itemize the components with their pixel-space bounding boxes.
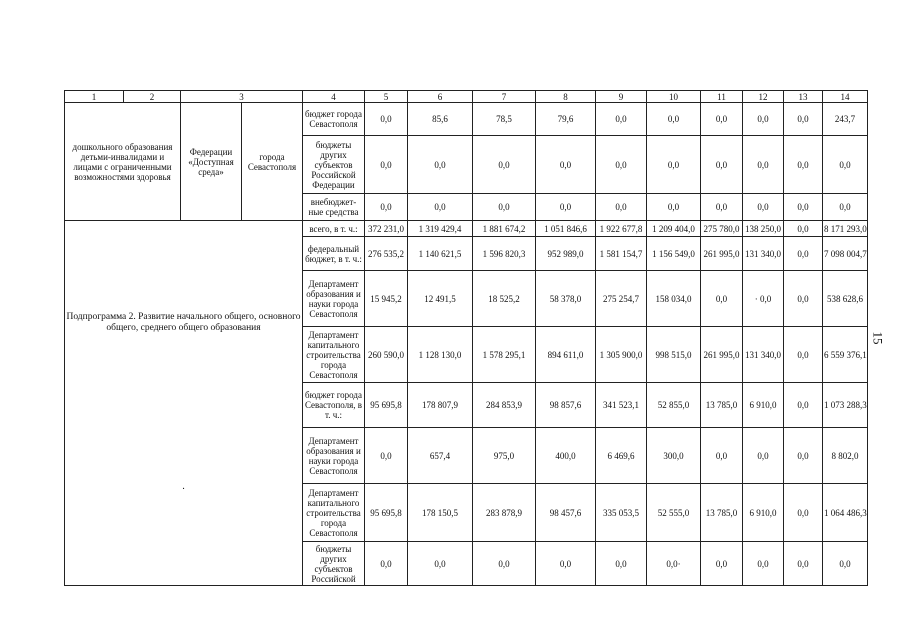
header-cell: 7 (473, 91, 536, 103)
value-cell: 6 469,6 (596, 428, 647, 484)
value-cell: 0,0 (365, 542, 408, 586)
value-cell: 276 535,2 (365, 237, 408, 271)
value-cell: 0,0 (365, 428, 408, 484)
region-cell: города Севастополя (242, 103, 303, 221)
header-cell: 5 (365, 91, 408, 103)
header-cell: 14 (823, 91, 868, 103)
funding-source-cell: Департамент образования и науки города Севастополя (303, 271, 365, 327)
value-cell: 300,0 (647, 428, 701, 484)
value-cell: 0,0 (473, 542, 536, 586)
value-cell: 0,0· (647, 542, 701, 586)
value-cell: 0,0 (823, 136, 868, 194)
value-cell: 1 881 674,2 (473, 221, 536, 237)
value-cell: 158 034,0 (647, 271, 701, 327)
value-cell: 0,0 (473, 136, 536, 194)
value-cell: 131 340,0 (743, 327, 784, 383)
value-cell: 341 523,1 (596, 383, 647, 428)
value-cell: 1 581 154,7 (596, 237, 647, 271)
value-cell: 18 525,2 (473, 271, 536, 327)
value-cell: 12 491,5 (408, 271, 473, 327)
value-cell: 0,0 (596, 542, 647, 586)
value-cell: 0,0 (701, 194, 743, 221)
value-cell: 95 695,8 (365, 383, 408, 428)
value-cell: 13 785,0 (701, 383, 743, 428)
value-cell: 0,0 (784, 237, 823, 271)
value-cell: 0,0 (784, 194, 823, 221)
header-cell: 12 (743, 91, 784, 103)
value-cell: 178 150,5 (408, 484, 473, 542)
value-cell: 894 611,0 (536, 327, 596, 383)
budget-table (64, 90, 868, 586)
value-cell: 372 231,0 (365, 221, 408, 237)
value-cell: 52 855,0 (647, 383, 701, 428)
value-cell: 538 628,6 (823, 271, 868, 327)
value-cell: 0,0 (596, 103, 647, 136)
value-cell: 0,0 (701, 542, 743, 586)
value-cell: 15 945,2 (365, 271, 408, 327)
value-cell: 657,4 (408, 428, 473, 484)
value-cell: 1 051 846,6 (536, 221, 596, 237)
table-row (65, 103, 868, 136)
header-cell: 2 (124, 91, 181, 103)
value-cell: 975,0 (473, 428, 536, 484)
value-cell: 13 785,0 (701, 484, 743, 542)
value-cell: 0,0 (536, 194, 596, 221)
value-cell: 1 305 900,0 (596, 327, 647, 383)
value-cell: 58 378,0 (536, 271, 596, 327)
funding-source-cell: Департамент образования и науки города Севастополя (303, 428, 365, 484)
subprogram-title: Подпрограмма 2. Развитие начального общего, основного общего, среднего общего образования (66, 311, 301, 333)
value-cell: 1 596 820,3 (473, 237, 536, 271)
value-cell: 0,0 (408, 136, 473, 194)
value-cell: 0,0 (701, 271, 743, 327)
table-row (65, 221, 868, 237)
value-cell: 178 807,9 (408, 383, 473, 428)
value-cell: 0,0 (784, 327, 823, 383)
value-cell: 0,0 (784, 542, 823, 586)
page-number: 15 (870, 331, 886, 345)
funding-source-cell: всего, в т. ч.: (303, 221, 365, 237)
value-cell: 261 995,0 (701, 327, 743, 383)
funding-source-cell: бюджеты других субъектов Российской Федерации (303, 136, 365, 194)
value-cell: 0,0 (701, 428, 743, 484)
value-cell: 79,6 (536, 103, 596, 136)
value-cell: 0,0 (784, 271, 823, 327)
header-cell: 11 (701, 91, 743, 103)
value-cell: 1 209 404,0 (647, 221, 701, 237)
value-cell: 0,0 (784, 383, 823, 428)
value-cell: 0,0 (784, 428, 823, 484)
value-cell: 98 457,6 (536, 484, 596, 542)
value-cell: 0,0 (743, 103, 784, 136)
header-cell: 10 (647, 91, 701, 103)
value-cell: 283 878,9 (473, 484, 536, 542)
value-cell: 95 695,8 (365, 484, 408, 542)
value-cell: 0,0 (647, 194, 701, 221)
value-cell: 261 995,0 (701, 237, 743, 271)
value-cell: 400,0 (536, 428, 596, 484)
value-cell: 6 910,0 (743, 383, 784, 428)
value-cell: 0,0 (784, 484, 823, 542)
header-cell: 13 (784, 91, 823, 103)
value-cell: 1 064 486,3 (823, 484, 868, 542)
value-cell: 8 802,0 (823, 428, 868, 484)
program-name-cell: дошкольного образования детьми-инвалидами и лицами с ограниченными возможностями здоровья (65, 103, 181, 221)
value-cell: 243,7 (823, 103, 868, 136)
value-cell: 0,0 (473, 194, 536, 221)
value-cell: 7 098 004,7 (823, 237, 868, 271)
value-cell: 952 989,0 (536, 237, 596, 271)
value-cell: 0,0 (365, 194, 408, 221)
header-cell: 3 (181, 91, 303, 103)
value-cell: 0,0 (823, 542, 868, 586)
funding-source-cell: федеральный бюджет, в т. ч.: (303, 237, 365, 271)
value-cell: 0,0 (365, 103, 408, 136)
value-cell: 335 053,5 (596, 484, 647, 542)
funding-source-cell: бюджеты других субъектов Российской (303, 542, 365, 586)
value-cell: 0,0 (596, 194, 647, 221)
value-cell: 1 922 677,8 (596, 221, 647, 237)
value-cell: 0,0 (701, 136, 743, 194)
value-cell: 0,0 (647, 136, 701, 194)
value-cell: 0,0 (596, 136, 647, 194)
value-cell: 8 171 293,0 (823, 221, 868, 237)
value-cell: 98 857,6 (536, 383, 596, 428)
value-cell: 52 555,0 (647, 484, 701, 542)
value-cell: 0,0 (408, 542, 473, 586)
value-cell: 1 578 295,1 (473, 327, 536, 383)
value-cell: 0,0 (743, 194, 784, 221)
value-cell: 1 140 621,5 (408, 237, 473, 271)
value-cell: 260 590,0 (365, 327, 408, 383)
value-cell: 998 515,0 (647, 327, 701, 383)
value-cell: 275 780,0 (701, 221, 743, 237)
value-cell: · 0,0 (743, 271, 784, 327)
value-cell: 85,6 (408, 103, 473, 136)
value-cell: 0,0 (701, 103, 743, 136)
value-cell: 275 254,7 (596, 271, 647, 327)
value-cell: 138 250,0 (743, 221, 784, 237)
header-row (65, 91, 868, 103)
page-mark: · (181, 483, 186, 495)
value-cell: 1 319 429,4 (408, 221, 473, 237)
header-cell: 6 (408, 91, 473, 103)
value-cell: 0,0 (784, 136, 823, 194)
header-cell: 4 (303, 91, 365, 103)
funding-source-cell: бюджет города Севастополя, в т. ч.: (303, 383, 365, 428)
value-cell: 1 073 288,3 (823, 383, 868, 428)
value-cell: 0,0 (365, 136, 408, 194)
subprogram-title-cell (65, 221, 303, 586)
value-cell: 0,0 (784, 103, 823, 136)
header-cell: 9 (596, 91, 647, 103)
value-cell: 0,0 (823, 194, 868, 221)
federal-program-cell: Федерации «Доступная среда» (181, 103, 242, 221)
value-cell: 0,0 (743, 428, 784, 484)
value-cell: 0,0 (408, 194, 473, 221)
funding-source-cell: бюджет города Севастополя (303, 103, 365, 136)
header-cell: 1 (65, 91, 124, 103)
funding-source-cell: Департамент капитального строительства города Севастополя (303, 327, 365, 383)
value-cell: 1 156 549,0 (647, 237, 701, 271)
value-cell: 0,0 (743, 542, 784, 586)
value-cell: 0,0 (647, 103, 701, 136)
value-cell: 6 910,0 (743, 484, 784, 542)
value-cell: 0,0 (743, 136, 784, 194)
value-cell: 0,0 (536, 136, 596, 194)
header-cell: 8 (536, 91, 596, 103)
funding-source-cell: Департамент капитального строительства города Севастополя (303, 484, 365, 542)
value-cell: 131 340,0 (743, 237, 784, 271)
value-cell: 78,5 (473, 103, 536, 136)
value-cell: 6 559 376,1 (823, 327, 868, 383)
value-cell: 0,0 (536, 542, 596, 586)
value-cell: 1 128 130,0 (408, 327, 473, 383)
value-cell: 284 853,9 (473, 383, 536, 428)
value-cell: 0,0 (784, 221, 823, 237)
funding-source-cell: внебюджет-ные средства (303, 194, 365, 221)
